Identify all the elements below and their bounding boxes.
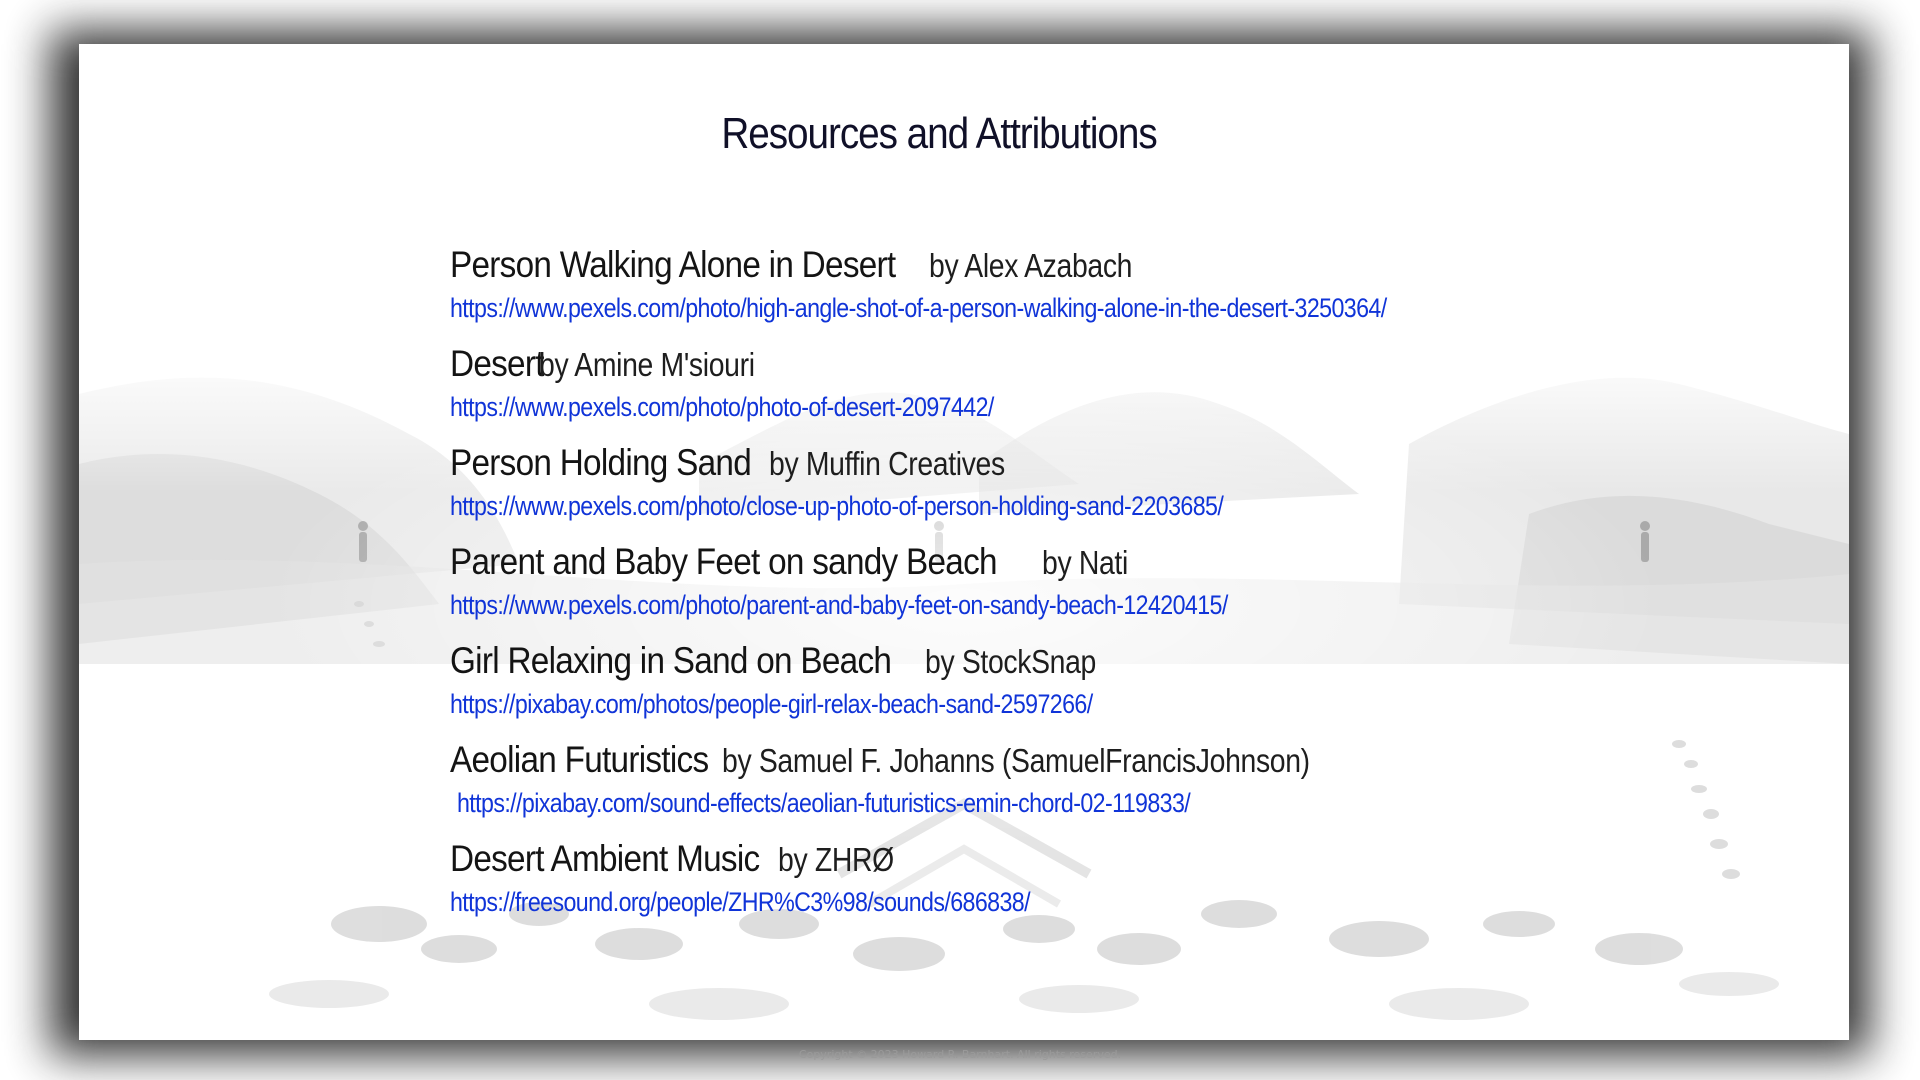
source-link[interactable]: https://pixabay.com/photos/people-girl-relax-beach-sand-2597266/ — [450, 689, 1093, 719]
work-title: Desert Ambient Music — [450, 838, 760, 879]
list-item — [450, 838, 1650, 937]
work-title: Girl Relaxing in Sand on Beach — [450, 640, 892, 681]
list-item — [450, 640, 1650, 739]
attributions-list — [450, 244, 1650, 937]
list-item — [450, 343, 1650, 442]
list-item — [450, 244, 1650, 343]
work-title: Person Holding Sand — [450, 442, 752, 483]
author-name: by Samuel F. Johanns (SamuelFrancisJohnson) — [721, 742, 1310, 779]
work-title: Parent and Baby Feet on sandy Beach — [450, 541, 997, 582]
page-title: Resources and Attributions — [721, 109, 1157, 158]
author-name: by StockSnap — [924, 643, 1096, 680]
author-name: by ZHRØ — [778, 841, 895, 878]
slide — [79, 44, 1849, 1040]
source-link[interactable]: https://freesound.org/people/ZHR%C3%98/sounds/686838/ — [450, 887, 1030, 917]
author-name: by Alex Azabach — [929, 247, 1133, 284]
author-name: by Nati — [1042, 544, 1128, 581]
source-link[interactable]: https://www.pexels.com/photo/parent-and-baby-feet-on-sandy-beach-12420415/ — [450, 590, 1228, 620]
work-title: Aeolian Futuristics — [450, 739, 709, 780]
source-link[interactable]: https://www.pexels.com/photo/close-up-photo-of-person-holding-sand-2203685/ — [450, 491, 1224, 521]
copyright-notice: Copyright © 2023 Howard R. Barnhart. All rights reserved. — [798, 1048, 1122, 1061]
list-item — [450, 541, 1650, 640]
source-link[interactable]: https://www.pexels.com/photo/photo-of-desert-2097442/ — [450, 392, 994, 422]
author-name: by Amine M'siouri — [538, 346, 755, 383]
author-name: by Muffin Creatives — [768, 445, 1005, 482]
work-title: Person Walking Alone in Desert — [450, 244, 896, 285]
source-link[interactable]: https://pixabay.com/sound-effects/aeolian-futuristics-emin-chord-02-119833/ — [457, 788, 1191, 818]
source-link[interactable]: https://www.pexels.com/photo/high-angle-shot-of-a-person-walking-alone-in-the-desert-3250364/ — [450, 293, 1387, 323]
list-item — [450, 442, 1650, 541]
work-title: Desert — [450, 343, 544, 384]
list-item — [450, 739, 1650, 838]
